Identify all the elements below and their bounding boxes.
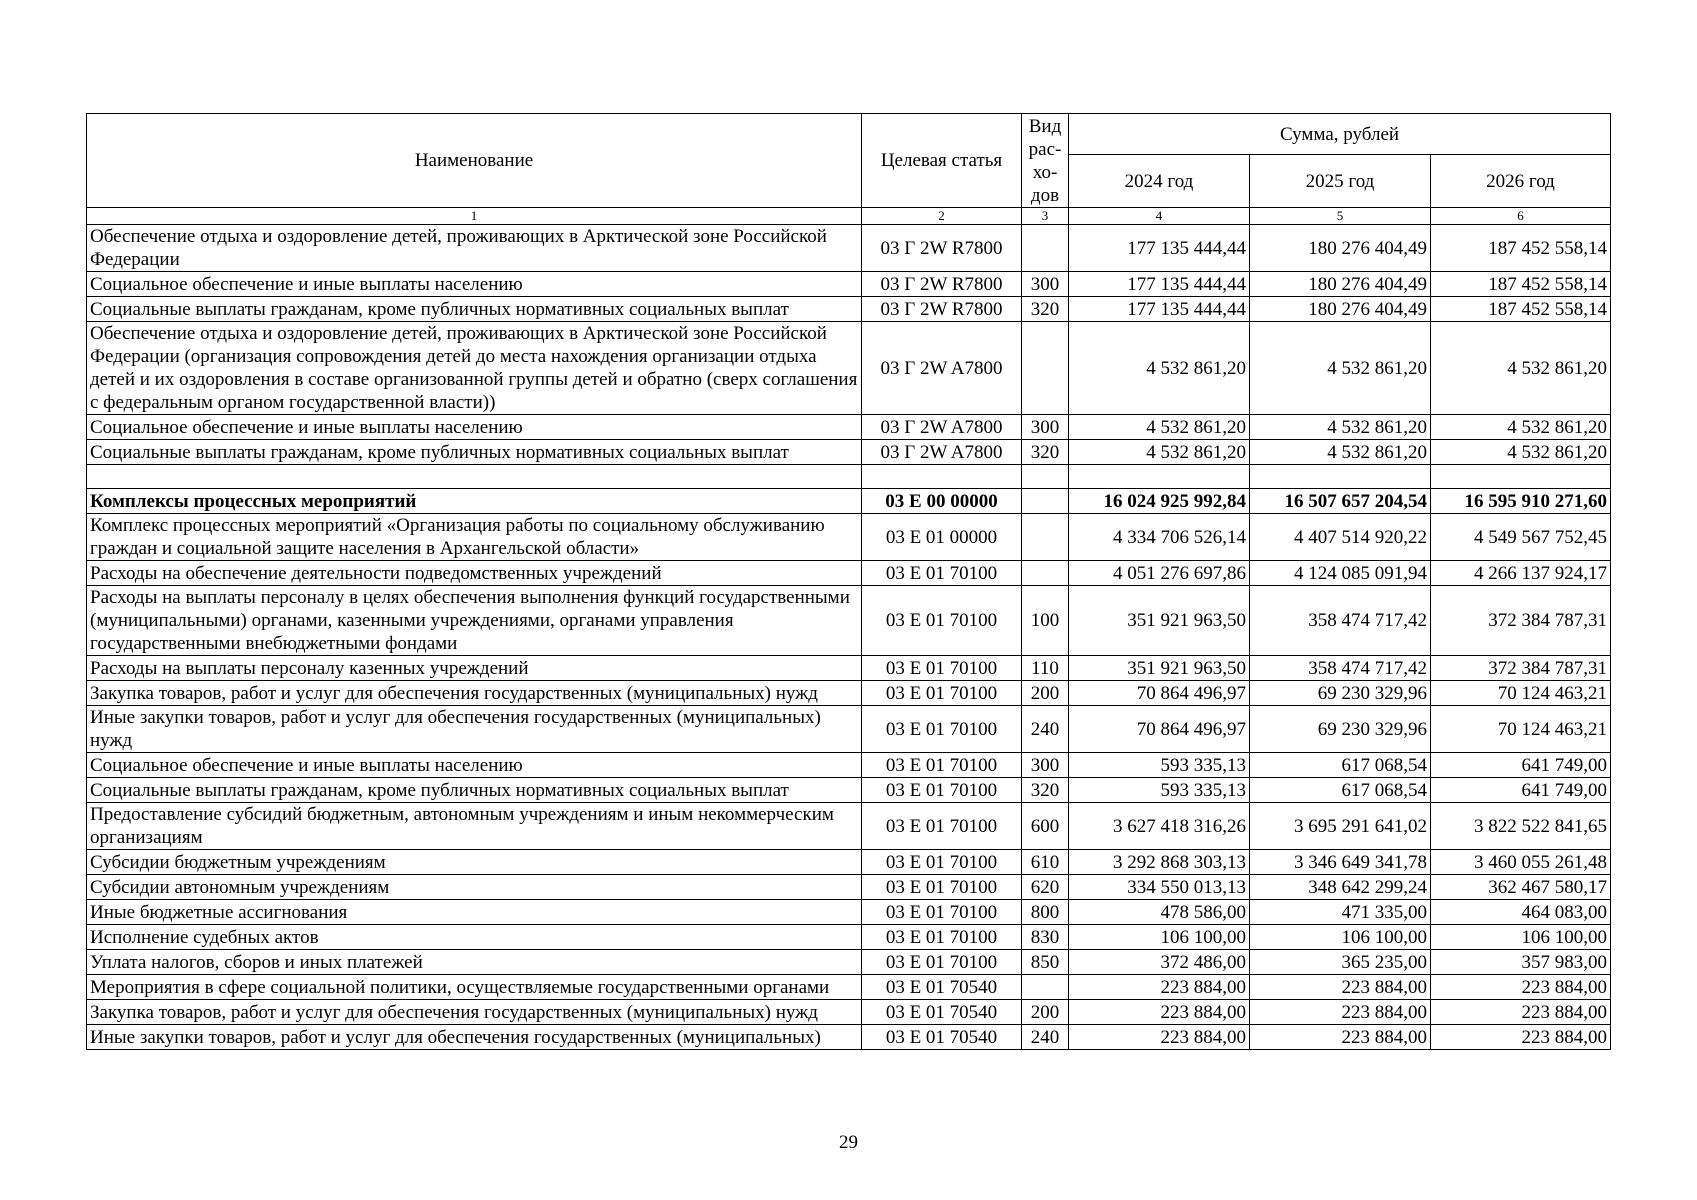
target-article-code: 03 Е 01 70100 [862, 561, 1022, 586]
header-target-article: Целевая статья [862, 114, 1022, 208]
table-row [87, 514, 1611, 561]
amount-2026: 372 384 787,31 [1431, 656, 1611, 681]
amount-2025: 16 507 657 204,54 [1250, 489, 1431, 514]
expense-type-code: 300 [1022, 272, 1069, 297]
amount-2025: 223 884,00 [1250, 975, 1431, 1000]
target-article-code: 03 Г 2W R7800 [862, 225, 1022, 272]
row-name: Социальные выплаты гражданам, кроме публичных нормативных социальных выплат [87, 440, 862, 465]
row-name: Социальные выплаты гражданам, кроме публичных нормативных социальных выплат [87, 778, 862, 803]
table-row [87, 925, 1611, 950]
row-name: Иные бюджетные ассигнования [87, 900, 862, 925]
table-row [87, 656, 1611, 681]
amount-2024: 223 884,00 [1069, 975, 1250, 1000]
table-row [87, 561, 1611, 586]
amount-2025: 3 346 649 341,78 [1250, 850, 1431, 875]
expense-type-code: 850 [1022, 950, 1069, 975]
amount-2025: 4 532 861,20 [1250, 322, 1431, 415]
amount-2024: 4 532 861,20 [1069, 415, 1250, 440]
amount-2025: 69 230 329,96 [1250, 681, 1431, 706]
header-year-2025: 2025 год [1250, 155, 1431, 208]
target-article-code: 03 Е 01 70100 [862, 753, 1022, 778]
target-article-code: 03 Е 00 00000 [862, 489, 1022, 514]
amount-2026: 641 749,00 [1431, 778, 1611, 803]
target-article-code: 03 Е 01 70100 [862, 900, 1022, 925]
expense-type-code [1022, 489, 1069, 514]
table-row-empty [87, 465, 1611, 489]
target-article-code: 03 Г 2W A7800 [862, 415, 1022, 440]
amount-2024: 478 586,00 [1069, 900, 1250, 925]
row-name: Расходы на выплаты персоналу в целях обеспечения выполнения функций государственными (муниципальными) органами, казенными учреждениями, органами управления государственными внебюджетными фондами [87, 586, 862, 656]
amount-2026: 4 532 861,20 [1431, 440, 1611, 465]
header-name: Наименование [87, 114, 862, 208]
row-name: Социальное обеспечение и иные выплаты населению [87, 753, 862, 778]
amount-2024: 4 532 861,20 [1069, 440, 1250, 465]
row-name: Социальное обеспечение и иные выплаты населению [87, 415, 862, 440]
column-number: 2 [862, 208, 1022, 225]
header-expense-type: Вид рас-хо-дов [1022, 114, 1069, 208]
amount-2025: 358 474 717,42 [1250, 586, 1431, 656]
amount-2025: 180 276 404,49 [1250, 225, 1431, 272]
amount-2024: 593 335,13 [1069, 778, 1250, 803]
target-article-code: 03 Г 2W A7800 [862, 322, 1022, 415]
amount-2025: 4 532 861,20 [1250, 440, 1431, 465]
row-name: Иные закупки товаров, работ и услуг для обеспечения государственных (муниципальных) нужд [87, 706, 862, 753]
target-article-code: 03 Е 01 70540 [862, 1000, 1022, 1025]
row-name: Обеспечение отдыха и оздоровление детей, проживающих в Арктической зоне Российской Федерации (организация сопровождения детей до места нахождения организации отдыха детей и их оздоровления в составе организованной группы детей и обратно (сверх соглашения с федеральным органом государственной власти)) [87, 322, 862, 415]
target-article-code: 03 Е 01 70540 [862, 975, 1022, 1000]
amount-2024: 3 627 418 316,26 [1069, 803, 1250, 850]
row-name: Расходы на выплаты персоналу казенных учреждений [87, 656, 862, 681]
amount-2026: 16 595 910 271,60 [1431, 489, 1611, 514]
amount-2024: 4 051 276 697,86 [1069, 561, 1250, 586]
table-row [87, 225, 1611, 272]
expense-type-code: 240 [1022, 706, 1069, 753]
amount-2024 [1069, 465, 1250, 489]
row-name: Мероприятия в сфере социальной политики, осуществляемые государственными органами [87, 975, 862, 1000]
column-number: 6 [1431, 208, 1611, 225]
table-body [87, 225, 1611, 1050]
amount-2026: 223 884,00 [1431, 1000, 1611, 1025]
budget-table [86, 113, 1611, 1050]
expense-type-code: 200 [1022, 681, 1069, 706]
expense-type-code: 300 [1022, 753, 1069, 778]
amount-2024: 593 335,13 [1069, 753, 1250, 778]
column-number-row [87, 208, 1611, 225]
row-name: Исполнение судебных актов [87, 925, 862, 950]
amount-2026: 70 124 463,21 [1431, 706, 1611, 753]
target-article-code: 03 Е 01 70100 [862, 925, 1022, 950]
amount-2024: 334 550 013,13 [1069, 875, 1250, 900]
target-article-code: 03 Е 01 70100 [862, 586, 1022, 656]
amount-2024: 4 334 706 526,14 [1069, 514, 1250, 561]
amount-2026: 372 384 787,31 [1431, 586, 1611, 656]
amount-2024: 223 884,00 [1069, 1025, 1250, 1050]
expense-type-code: 200 [1022, 1000, 1069, 1025]
table-row [87, 1000, 1611, 1025]
row-name [87, 465, 862, 489]
amount-2024: 70 864 496,97 [1069, 681, 1250, 706]
row-name: Закупка товаров, работ и услуг для обеспечения государственных (муниципальных) нужд [87, 1000, 862, 1025]
table-row [87, 706, 1611, 753]
target-article-code: 03 Г 2W R7800 [862, 297, 1022, 322]
table-row [87, 803, 1611, 850]
expense-type-code: 320 [1022, 297, 1069, 322]
row-name: Социальное обеспечение и иные выплаты населению [87, 272, 862, 297]
amount-2025: 617 068,54 [1250, 753, 1431, 778]
amount-2024: 351 921 963,50 [1069, 656, 1250, 681]
target-article-code: 03 Е 01 70100 [862, 803, 1022, 850]
amount-2025: 617 068,54 [1250, 778, 1431, 803]
expense-type-code [1022, 561, 1069, 586]
table-row [87, 1025, 1611, 1050]
amount-2024: 177 135 444,44 [1069, 225, 1250, 272]
expense-type-code: 600 [1022, 803, 1069, 850]
table-row [87, 297, 1611, 322]
row-name: Комплексы процессных мероприятий [87, 489, 862, 514]
target-article-code: 03 Е 01 70100 [862, 850, 1022, 875]
expense-type-code [1022, 465, 1069, 489]
row-name: Субсидии бюджетным учреждениям [87, 850, 862, 875]
header-year-2026: 2026 год [1431, 155, 1611, 208]
amount-2025: 223 884,00 [1250, 1000, 1431, 1025]
amount-2025: 180 276 404,49 [1250, 297, 1431, 322]
amount-2025: 4 124 085 091,94 [1250, 561, 1431, 586]
amount-2025: 4 532 861,20 [1250, 415, 1431, 440]
amount-2024: 3 292 868 303,13 [1069, 850, 1250, 875]
table-row [87, 322, 1611, 415]
table-row [87, 950, 1611, 975]
row-name: Уплата налогов, сборов и иных платежей [87, 950, 862, 975]
amount-2025: 348 642 299,24 [1250, 875, 1431, 900]
amount-2026: 4 266 137 924,17 [1431, 561, 1611, 586]
column-number: 5 [1250, 208, 1431, 225]
amount-2026 [1431, 465, 1611, 489]
row-name: Расходы на обеспечение деятельности подведомственных учреждений [87, 561, 862, 586]
amount-2024: 70 864 496,97 [1069, 706, 1250, 753]
target-article-code: 03 Г 2W A7800 [862, 440, 1022, 465]
amount-2024: 106 100,00 [1069, 925, 1250, 950]
amount-2024: 177 135 444,44 [1069, 272, 1250, 297]
expense-type-code: 320 [1022, 778, 1069, 803]
row-name: Субсидии автономным учреждениям [87, 875, 862, 900]
amount-2025: 106 100,00 [1250, 925, 1431, 950]
amount-2026: 187 452 558,14 [1431, 272, 1611, 297]
amount-2025: 358 474 717,42 [1250, 656, 1431, 681]
target-article-code: 03 Е 01 70100 [862, 950, 1022, 975]
column-number: 3 [1022, 208, 1069, 225]
expense-type-code: 300 [1022, 415, 1069, 440]
expense-type-code [1022, 225, 1069, 272]
row-name: Обеспечение отдыха и оздоровление детей, проживающих в Арктической зоне Российской Федерации [87, 225, 862, 272]
expense-type-code [1022, 322, 1069, 415]
amount-2024: 223 884,00 [1069, 1000, 1250, 1025]
table-row [87, 778, 1611, 803]
amount-2025: 180 276 404,49 [1250, 272, 1431, 297]
table-row [87, 753, 1611, 778]
amount-2026: 4 549 567 752,45 [1431, 514, 1611, 561]
expense-type-code: 240 [1022, 1025, 1069, 1050]
target-article-code: 03 Е 01 70100 [862, 656, 1022, 681]
table-row [87, 440, 1611, 465]
row-name: Закупка товаров, работ и услуг для обеспечения государственных (муниципальных) нужд [87, 681, 862, 706]
amount-2026: 3 460 055 261,48 [1431, 850, 1611, 875]
expense-type-code: 830 [1022, 925, 1069, 950]
expense-type-code [1022, 514, 1069, 561]
table-row [87, 850, 1611, 875]
target-article-code: 03 Е 01 70100 [862, 875, 1022, 900]
table-row [87, 875, 1611, 900]
page-number: 29 [839, 1132, 858, 1153]
header-amount: Сумма, рублей [1069, 114, 1611, 155]
table-header [87, 114, 1611, 225]
table-row [87, 272, 1611, 297]
target-article-code: 03 Е 01 70100 [862, 778, 1022, 803]
expense-type-code: 320 [1022, 440, 1069, 465]
amount-2026: 641 749,00 [1431, 753, 1611, 778]
target-article-code: 03 Е 01 70100 [862, 681, 1022, 706]
amount-2026: 187 452 558,14 [1431, 297, 1611, 322]
amount-2026: 106 100,00 [1431, 925, 1611, 950]
table-row [87, 415, 1611, 440]
amount-2025: 4 407 514 920,22 [1250, 514, 1431, 561]
amount-2025: 365 235,00 [1250, 950, 1431, 975]
amount-2024: 16 024 925 992,84 [1069, 489, 1250, 514]
expense-type-code: 800 [1022, 900, 1069, 925]
amount-2026: 362 467 580,17 [1431, 875, 1611, 900]
amount-2026: 357 983,00 [1431, 950, 1611, 975]
amount-2025: 3 695 291 641,02 [1250, 803, 1431, 850]
target-article-code: 03 Е 01 70100 [862, 706, 1022, 753]
expense-type-code: 620 [1022, 875, 1069, 900]
row-name: Иные закупки товаров, работ и услуг для обеспечения государственных (муниципальных) [87, 1025, 862, 1050]
target-article-code: 03 Е 01 00000 [862, 514, 1022, 561]
column-number: 1 [87, 208, 862, 225]
amount-2024: 4 532 861,20 [1069, 322, 1250, 415]
amount-2026: 187 452 558,14 [1431, 225, 1611, 272]
table-row [87, 900, 1611, 925]
header-year-2024: 2024 год [1069, 155, 1250, 208]
target-article-code: 03 Г 2W R7800 [862, 272, 1022, 297]
amount-2026: 223 884,00 [1431, 1025, 1611, 1050]
amount-2025 [1250, 465, 1431, 489]
amount-2025: 69 230 329,96 [1250, 706, 1431, 753]
target-article-code [862, 465, 1022, 489]
column-number: 4 [1069, 208, 1250, 225]
expense-type-code [1022, 975, 1069, 1000]
table-row [87, 489, 1611, 514]
expense-type-code: 110 [1022, 656, 1069, 681]
target-article-code: 03 Е 01 70540 [862, 1025, 1022, 1050]
amount-2024: 177 135 444,44 [1069, 297, 1250, 322]
amount-2025: 223 884,00 [1250, 1025, 1431, 1050]
row-name: Социальные выплаты гражданам, кроме публичных нормативных социальных выплат [87, 297, 862, 322]
table-row [87, 975, 1611, 1000]
row-name: Предоставление субсидий бюджетным, автономным учреждениям и иным некоммерческим организациям [87, 803, 862, 850]
amount-2025: 471 335,00 [1250, 900, 1431, 925]
expense-type-code: 610 [1022, 850, 1069, 875]
table-row [87, 586, 1611, 656]
amount-2026: 223 884,00 [1431, 975, 1611, 1000]
expense-type-code: 100 [1022, 586, 1069, 656]
amount-2026: 464 083,00 [1431, 900, 1611, 925]
amount-2024: 351 921 963,50 [1069, 586, 1250, 656]
table-row [87, 681, 1611, 706]
amount-2026: 3 822 522 841,65 [1431, 803, 1611, 850]
row-name: Комплекс процессных мероприятий «Организация работы по социальному обслуживанию граждан и социальной защите населения в Архангельской области» [87, 514, 862, 561]
amount-2024: 372 486,00 [1069, 950, 1250, 975]
amount-2026: 4 532 861,20 [1431, 322, 1611, 415]
amount-2026: 4 532 861,20 [1431, 415, 1611, 440]
amount-2026: 70 124 463,21 [1431, 681, 1611, 706]
